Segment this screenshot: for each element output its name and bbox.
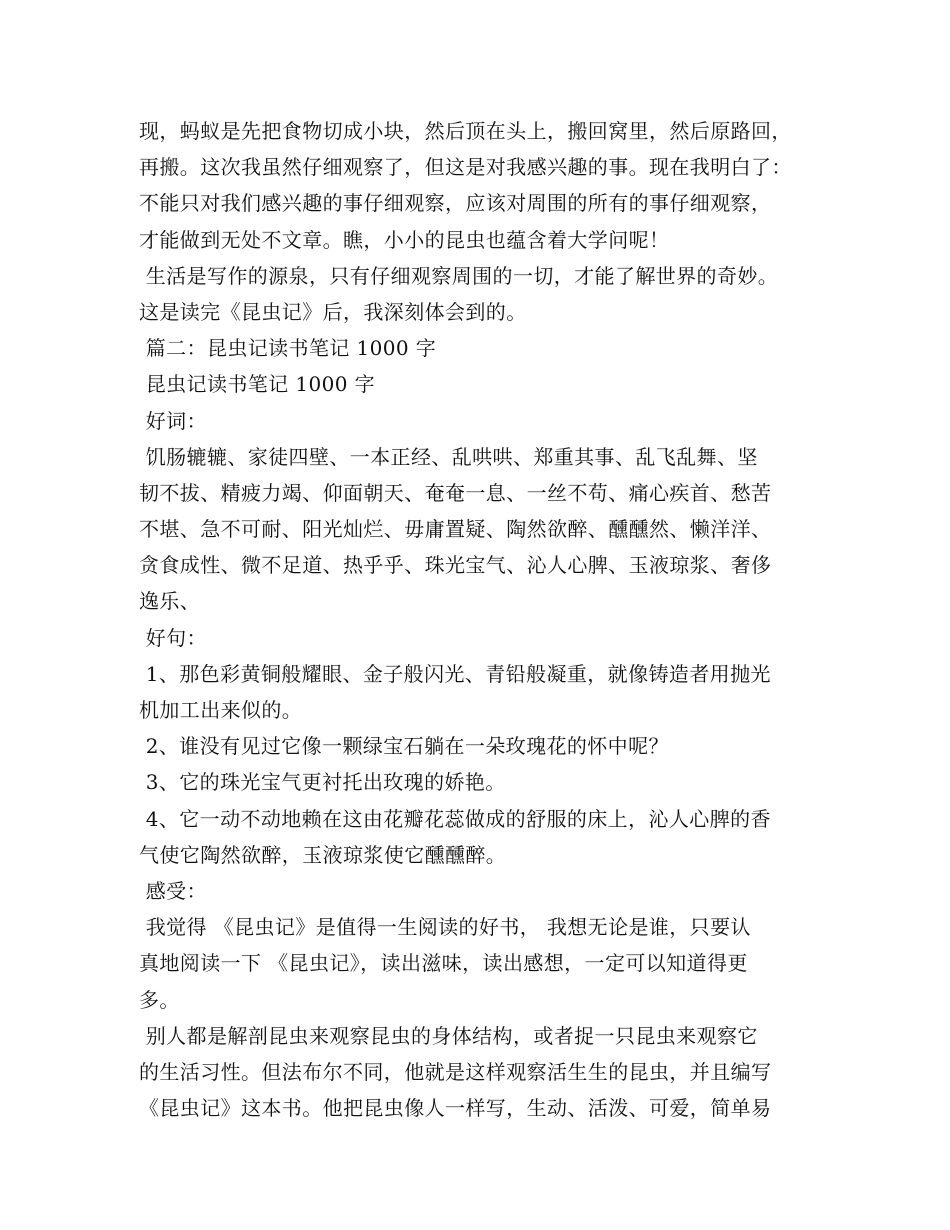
text-line: 气使它陶然欲醉，玉液琼浆使它醺醺醉。 [139,842,507,867]
text-line: 饥肠辘辘、家徒四壁、一本正经、乱哄哄、郑重其事、乱飞乱舞、坚 [139,444,758,469]
text-line: 2、谁没有见过它像一颗绿宝石躺在一朵玫瑰花的怀中呢？ [139,734,669,759]
text-line: 真地阅读一下 《昆虫记》，读出滋味，读出感想，一定可以知道得更 [139,951,748,976]
subsection-heading: 感受： [139,878,207,903]
text-line: 现，蚂蚁是先把食物切成小块，然后顶在头上，搬回窝里，然后原路回， [139,119,792,143]
text-line: 韧不拔、精疲力竭、仰面朝天、奄奄一息、一丝不苟、痛心疾首、愁苦 [139,480,772,505]
text-line: 《昆虫记》这本书。他把昆虫像人一样写，生动、活泼、可爱，简单易 [139,1096,772,1121]
text-line: 贪食成性、微不足道、热乎乎、珠光宝气、沁人心脾、玉液琼浆、奢侈 [139,553,772,578]
text-line: 生活是写作的源泉，只有仔细观察周围的一切，才能了解世界的奇妙。 [139,263,779,288]
subsection-heading: 好句： [139,625,207,650]
text-line: 的生活习性。但法布尔不同，他就是这样观察活生生的昆虫，并且编写 [139,1059,772,1084]
text-line: 这是读完《昆虫记》后，我深刻体会到的。 [139,299,527,324]
text-line: 3、它的珠光宝气更衬托出玫瑰的娇艳。 [139,770,506,795]
text-line: 才能做到无处不文章。瞧，小小的昆虫也蕴含着大学问呢！ [139,227,670,252]
text-line: 1、那色彩黄铜般耀眼、金子般闪光、青铅般凝重，就像铸造者用抛光 [139,661,771,686]
text-line: 机加工出来似的。 [139,698,303,722]
text-line: 我觉得 《昆虫记》是值得一生阅读的好书， 我想无论是谁，只要认 [139,915,751,940]
text-line: 不堪、急不可耐、阳光灿烂、毋庸置疑、陶然欲醉、醺醺然、懒洋洋、 [139,517,772,542]
text-line: 逸乐、 [139,589,201,614]
subsection-heading: 好词： [139,408,207,433]
text-line: 4、它一动不动地赖在这由花瓣花蕊做成的舒服的床上，沁人心脾的香 [139,806,771,831]
text-line: 多。 [139,987,180,1012]
text-line: 再搬。这次我虽然仔细观察了，但这是对我感兴趣的事。现在我明白了： [139,155,792,180]
text-line: 别人都是解剖昆虫来观察昆虫的身体结构，或者捉一只昆虫来观察它 [139,1023,758,1048]
section-heading: 篇二：昆虫记读书笔记 1000 字 [139,336,437,361]
section-title: 昆虫记读书笔记 1000 字 [139,372,375,397]
text-line: 不能只对我们感兴趣的事仔细观察，应该对周围的所有的事仔细观察， [139,191,772,216]
document-body [139,113,839,1126]
